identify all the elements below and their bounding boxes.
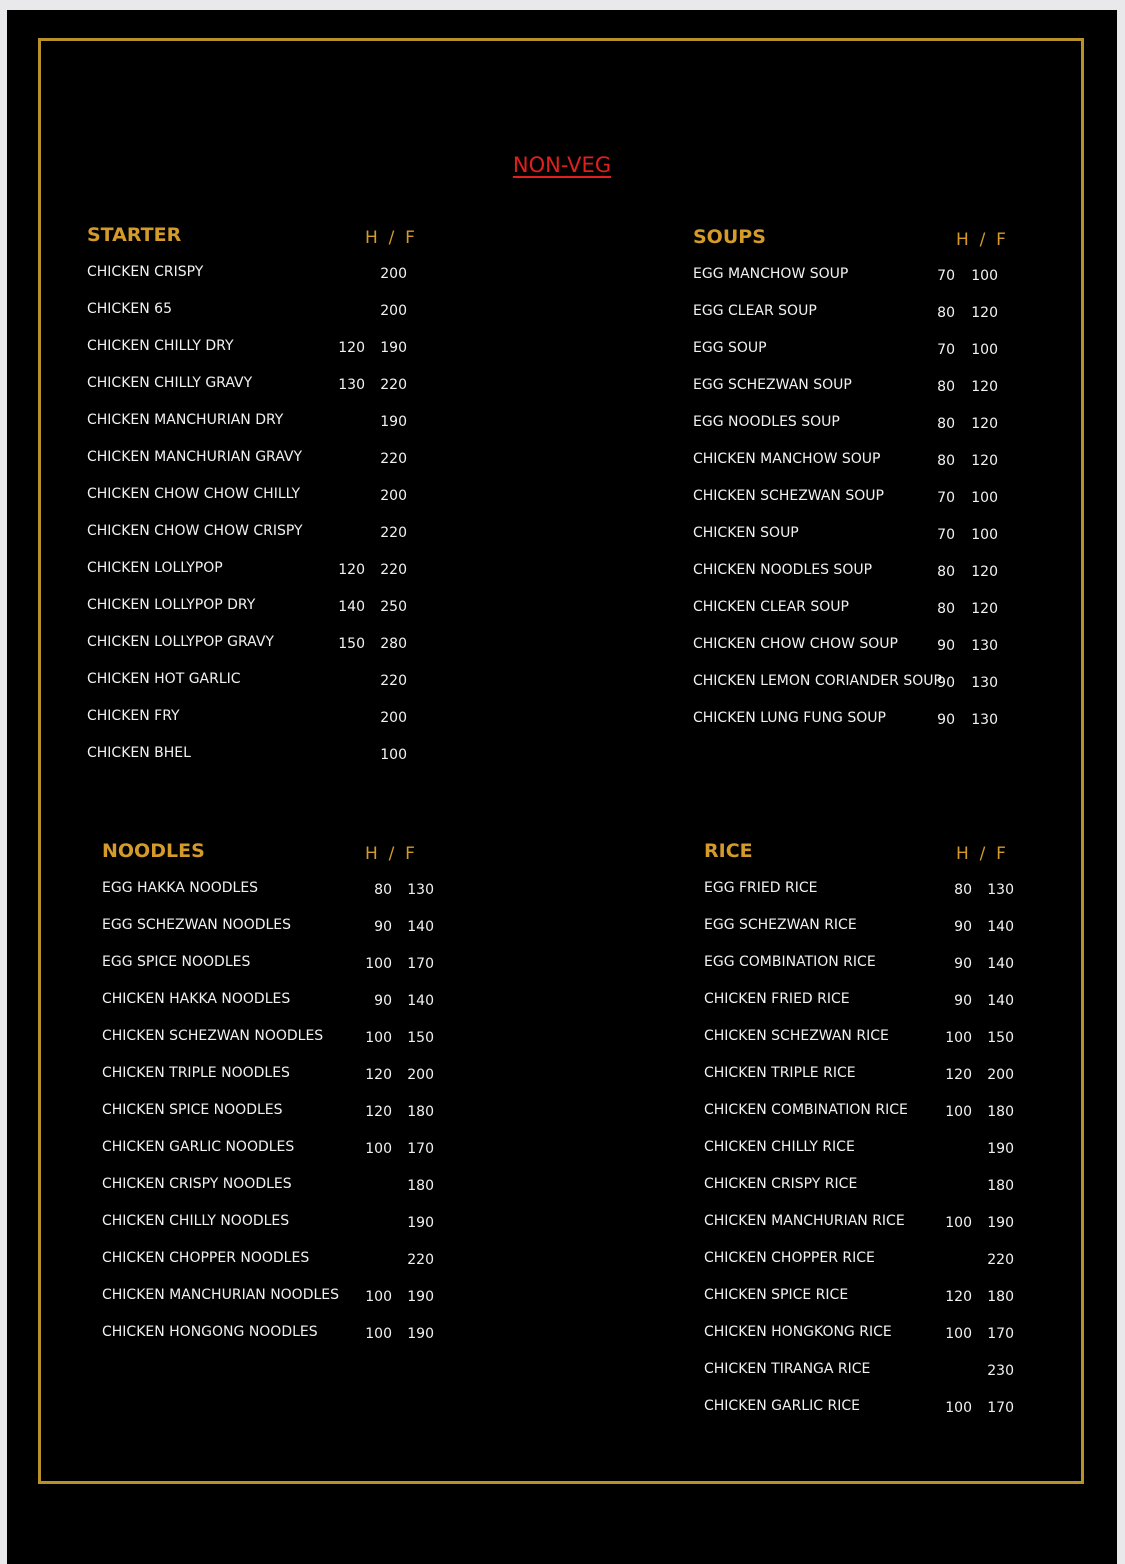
full-price: 180 [987, 1289, 1014, 1305]
half-full-header: H / F [365, 844, 415, 864]
menu-item-row [102, 917, 462, 954]
menu-item-row [102, 880, 462, 917]
half-price: 100 [945, 1104, 972, 1120]
menu-item-row [87, 745, 447, 782]
full-price: 120 [971, 305, 998, 321]
full-price: 100 [380, 747, 407, 763]
item-name: CHICKEN CHOW CHOW CRISPY [87, 523, 303, 539]
item-name: CHICKEN CHILLY GRAVY [87, 375, 253, 391]
full-price: 180 [407, 1178, 434, 1194]
half-price: 120 [365, 1104, 392, 1120]
item-name: EGG SCHEZWAN RICE [704, 917, 857, 933]
section-header [87, 224, 447, 264]
item-name: CHICKEN TIRANGA RICE [704, 1361, 871, 1377]
section-noodles [102, 840, 462, 1361]
item-name: CHICKEN SCHEZWAN SOUP [693, 488, 884, 504]
full-price: 190 [380, 414, 407, 430]
full-price: 130 [407, 882, 434, 898]
full-price: 180 [987, 1104, 1014, 1120]
item-name: CHICKEN HOT GARLIC [87, 671, 241, 687]
section-rice [704, 840, 1044, 1435]
full-price: 130 [971, 675, 998, 691]
half-full-header: H / F [956, 230, 1006, 250]
menu-item-row [102, 1065, 462, 1102]
item-name: CHICKEN SPICE NOODLES [102, 1102, 283, 1118]
item-name: CHICKEN HONGONG NOODLES [102, 1324, 318, 1340]
full-price: 190 [407, 1326, 434, 1342]
item-name: CHICKEN NOODLES SOUP [693, 562, 873, 578]
half-price: 120 [338, 562, 365, 578]
menu-item-row [102, 1324, 462, 1361]
item-name: CHICKEN MANCHOW SOUP [693, 451, 881, 467]
item-name: CHICKEN LUNG FUNG SOUP [693, 710, 886, 726]
full-price: 150 [407, 1030, 434, 1046]
menu-item-row [693, 303, 1033, 340]
page-title: NON-VEG [512, 153, 612, 177]
menu-item-row [87, 375, 447, 412]
menu-item-row [704, 1065, 1044, 1102]
menu-item-row [102, 1176, 462, 1213]
item-name: CHICKEN CLEAR SOUP [693, 599, 849, 615]
menu-item-row [87, 338, 447, 375]
item-name: CHICKEN MANCHURIAN DRY [87, 412, 284, 428]
section-header [102, 840, 462, 880]
full-price: 130 [971, 638, 998, 654]
item-name: EGG SCHEZWAN SOUP [693, 377, 852, 393]
full-price: 180 [407, 1104, 434, 1120]
item-name: CHICKEN GARLIC RICE [704, 1398, 860, 1414]
item-name: CHICKEN TRIPLE RICE [704, 1065, 856, 1081]
item-name: CHICKEN MANCHURIAN NOODLES [102, 1287, 340, 1303]
menu-item-row [87, 671, 447, 708]
menu-item-row [704, 1028, 1044, 1065]
item-name: CHICKEN CHOPPER NOODLES [102, 1250, 310, 1266]
full-price: 100 [971, 268, 998, 284]
half-price: 120 [945, 1289, 972, 1305]
menu-item-row [87, 523, 447, 560]
half-price: 90 [374, 993, 392, 1009]
menu-item-row [693, 710, 1033, 747]
item-name: EGG NOODLES SOUP [693, 414, 840, 430]
menu-item-row [693, 599, 1033, 636]
section-title: RICE [704, 840, 753, 862]
item-name: EGG FRIED RICE [704, 880, 818, 896]
full-price: 190 [407, 1289, 434, 1305]
item-name: CHICKEN GARLIC NOODLES [102, 1139, 295, 1155]
half-price: 70 [937, 490, 955, 506]
item-name: EGG HAKKA NOODLES [102, 880, 259, 896]
menu-item-row [693, 340, 1033, 377]
item-name: CHICKEN LOLLYPOP DRY [87, 597, 256, 613]
half-price: 100 [945, 1326, 972, 1342]
half-price: 90 [937, 675, 955, 691]
full-price: 200 [380, 710, 407, 726]
menu-item-row [102, 954, 462, 991]
full-price: 130 [971, 712, 998, 728]
full-price: 120 [971, 453, 998, 469]
full-price: 170 [407, 956, 434, 972]
menu-item-row [693, 451, 1033, 488]
item-name: EGG SOUP [693, 340, 767, 356]
menu-item-row [704, 1361, 1044, 1398]
menu-item-row [693, 266, 1033, 303]
half-price: 90 [937, 638, 955, 654]
full-price: 170 [987, 1326, 1014, 1342]
half-price: 120 [365, 1067, 392, 1083]
menu-item-row [87, 634, 447, 671]
half-price: 120 [338, 340, 365, 356]
full-price: 170 [407, 1141, 434, 1157]
full-price: 140 [407, 993, 434, 1009]
item-name: CHICKEN LOLLYPOP GRAVY [87, 634, 274, 650]
full-price: 220 [380, 673, 407, 689]
menu-item-row [87, 264, 447, 301]
menu-item-row [102, 1102, 462, 1139]
half-price: 90 [937, 712, 955, 728]
menu-item-row [87, 449, 447, 486]
full-price: 190 [987, 1215, 1014, 1231]
half-price: 100 [365, 956, 392, 972]
section-title: NOODLES [102, 840, 205, 862]
half-price: 100 [365, 1030, 392, 1046]
full-price: 140 [987, 993, 1014, 1009]
item-name: CHICKEN FRIED RICE [704, 991, 850, 1007]
full-price: 220 [380, 562, 407, 578]
menu-item-row [704, 1287, 1044, 1324]
item-name: CHICKEN CHOW CHOW SOUP [693, 636, 898, 652]
half-price: 100 [365, 1289, 392, 1305]
full-price: 180 [987, 1178, 1014, 1194]
item-name: CHICKEN CRISPY [87, 264, 204, 280]
section-soups [693, 226, 1033, 747]
full-price: 150 [987, 1030, 1014, 1046]
item-name: EGG SPICE NOODLES [102, 954, 251, 970]
menu-item-row [87, 412, 447, 449]
half-price: 120 [945, 1067, 972, 1083]
half-price: 100 [945, 1400, 972, 1416]
section-title: STARTER [87, 224, 182, 246]
half-price: 80 [937, 379, 955, 395]
full-price: 140 [407, 919, 434, 935]
full-price: 200 [380, 488, 407, 504]
full-price: 220 [380, 525, 407, 541]
half-price: 80 [937, 305, 955, 321]
full-price: 100 [971, 527, 998, 543]
item-name: CHICKEN MANCHURIAN RICE [704, 1213, 905, 1229]
half-full-header: H / F [956, 844, 1006, 864]
half-price: 80 [937, 564, 955, 580]
menu-item-row [102, 991, 462, 1028]
full-price: 120 [971, 564, 998, 580]
half-price: 140 [338, 599, 365, 615]
item-name: EGG CLEAR SOUP [693, 303, 817, 319]
menu-item-row [87, 560, 447, 597]
full-price: 220 [380, 377, 407, 393]
menu-item-row [704, 1139, 1044, 1176]
full-price: 100 [971, 342, 998, 358]
menu-item-row [87, 708, 447, 745]
item-name: CHICKEN HONGKONG RICE [704, 1324, 892, 1340]
menu-item-row [704, 1102, 1044, 1139]
item-name: CHICKEN CHOW CHOW CHILLY [87, 486, 301, 502]
half-price: 100 [365, 1326, 392, 1342]
menu-item-row [693, 562, 1033, 599]
item-name: CHICKEN CHILLY DRY [87, 338, 234, 354]
item-name: CHICKEN TRIPLE NOODLES [102, 1065, 290, 1081]
item-name: CHICKEN SPICE RICE [704, 1287, 849, 1303]
item-name: CHICKEN HAKKA NOODLES [102, 991, 291, 1007]
half-price: 100 [365, 1141, 392, 1157]
full-price: 230 [987, 1363, 1014, 1379]
menu-item-row [693, 414, 1033, 451]
section-header [704, 840, 1044, 880]
half-price: 90 [954, 919, 972, 935]
full-price: 120 [971, 601, 998, 617]
menu-page [7, 10, 1117, 1564]
menu-item-row [704, 880, 1044, 917]
menu-item-row [704, 954, 1044, 991]
section-header [693, 226, 1033, 266]
full-price: 190 [380, 340, 407, 356]
item-name: CHICKEN COMBINATION RICE [704, 1102, 908, 1118]
full-price: 140 [987, 919, 1014, 935]
item-name: CHICKEN CHILLY RICE [704, 1139, 855, 1155]
full-price: 190 [987, 1141, 1014, 1157]
half-price: 80 [937, 416, 955, 432]
item-name: CHICKEN 65 [87, 301, 172, 317]
menu-item-row [102, 1028, 462, 1065]
full-price: 120 [971, 416, 998, 432]
menu-item-row [87, 301, 447, 338]
section-starter [87, 224, 447, 782]
half-price: 130 [338, 377, 365, 393]
menu-item-row [704, 1398, 1044, 1435]
item-name: CHICKEN LEMON CORIANDER SOUP [693, 673, 942, 689]
full-price: 130 [987, 882, 1014, 898]
full-price: 120 [971, 379, 998, 395]
half-price: 80 [374, 882, 392, 898]
half-price: 70 [937, 527, 955, 543]
half-full-header: H / F [365, 228, 415, 248]
half-price: 80 [937, 601, 955, 617]
item-name: EGG COMBINATION RICE [704, 954, 876, 970]
menu-item-row [102, 1213, 462, 1250]
full-price: 140 [987, 956, 1014, 972]
half-price: 90 [954, 993, 972, 1009]
full-price: 220 [380, 451, 407, 467]
menu-item-row [102, 1250, 462, 1287]
menu-item-row [704, 1213, 1044, 1250]
full-price: 190 [407, 1215, 434, 1231]
menu-item-row [102, 1287, 462, 1324]
menu-item-row [704, 1324, 1044, 1361]
half-price: 100 [945, 1030, 972, 1046]
full-price: 200 [380, 266, 407, 282]
item-name: CHICKEN FRY [87, 708, 180, 724]
menu-item-row [704, 917, 1044, 954]
item-name: CHICKEN CHOPPER RICE [704, 1250, 875, 1266]
item-name: CHICKEN MANCHURIAN GRAVY [87, 449, 303, 465]
item-name: EGG MANCHOW SOUP [693, 266, 849, 282]
item-name: CHICKEN SCHEZWAN RICE [704, 1028, 889, 1044]
section-title: SOUPS [693, 226, 766, 248]
menu-item-row [87, 486, 447, 523]
half-price: 90 [374, 919, 392, 935]
item-name: CHICKEN LOLLYPOP [87, 560, 223, 576]
menu-item-row [704, 1250, 1044, 1287]
full-price: 280 [380, 636, 407, 652]
full-price: 220 [987, 1252, 1014, 1268]
full-price: 100 [971, 490, 998, 506]
half-price: 100 [945, 1215, 972, 1231]
menu-item-row [704, 1176, 1044, 1213]
menu-item-row [693, 488, 1033, 525]
menu-item-row [693, 525, 1033, 562]
half-price: 70 [937, 268, 955, 284]
half-price: 80 [954, 882, 972, 898]
half-price: 70 [937, 342, 955, 358]
full-price: 200 [987, 1067, 1014, 1083]
item-name: CHICKEN SCHEZWAN NOODLES [102, 1028, 324, 1044]
full-price: 220 [407, 1252, 434, 1268]
half-price: 150 [338, 636, 365, 652]
menu-item-row [87, 597, 447, 634]
item-name: CHICKEN CRISPY RICE [704, 1176, 858, 1192]
menu-item-row [693, 636, 1033, 673]
full-price: 200 [380, 303, 407, 319]
full-price: 170 [987, 1400, 1014, 1416]
menu-item-row [102, 1139, 462, 1176]
item-name: CHICKEN CHILLY NOODLES [102, 1213, 290, 1229]
menu-item-row [693, 673, 1033, 710]
half-price: 80 [937, 453, 955, 469]
full-price: 250 [380, 599, 407, 615]
item-name: CHICKEN BHEL [87, 745, 191, 761]
full-price: 200 [407, 1067, 434, 1083]
menu-item-row [693, 377, 1033, 414]
menu-item-row [704, 991, 1044, 1028]
item-name: EGG SCHEZWAN NOODLES [102, 917, 292, 933]
half-price: 90 [954, 956, 972, 972]
item-name: CHICKEN CRISPY NOODLES [102, 1176, 292, 1192]
item-name: CHICKEN SOUP [693, 525, 799, 541]
